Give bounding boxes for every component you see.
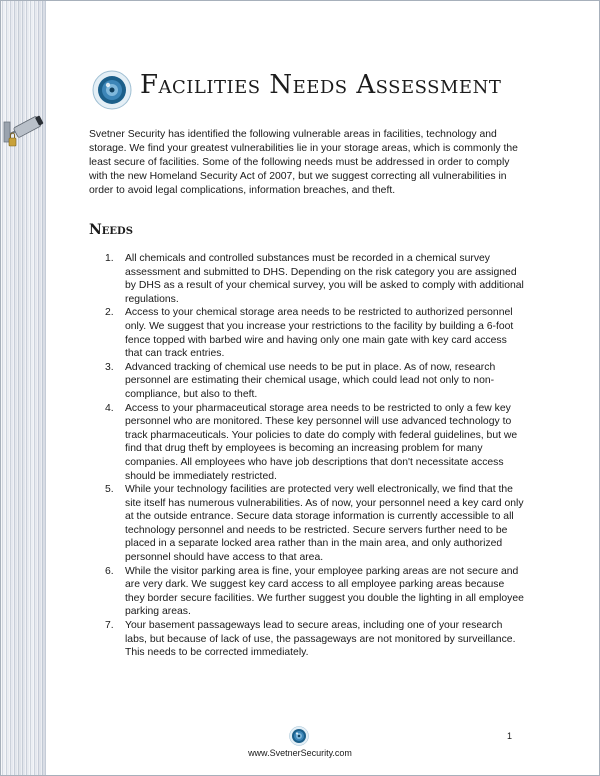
list-item-number: 1.	[105, 253, 114, 264]
footer-eye-lens-icon	[289, 726, 309, 746]
list-item-number: 2.	[105, 307, 114, 319]
list-item-text: While your technology facilities are protected very well electronically, we find that the site itself has numerous vulnerabilities. As of now, your personnel need a key card only at the outside entrance. Secure data storage information is currently accessible to all technology personnel and needs to be restricted. Secure servers further need to be placed in a separate locked area rather than in the main area, and only authorized personnel should have access to that area.	[125, 484, 524, 564]
list-item-number: 5.	[105, 484, 114, 496]
needs-list	[105, 252, 525, 660]
list-item-text: Your basement passageways lead to secure areas, including one of your research labs, but because of lack of use, the passageways are not monitored by surveillance. This needs to be corrected immediately.	[125, 620, 516, 659]
list-item-text: Access to your pharmaceutical storage area needs to be restricted to only a few key personnel who are monitored. These key personnel will use advanced technology to track pharmaceuticals. Your policies to date do comply with federal guidelines, but we find that drug theft by employees is becoming an increasing problem for many companies. All employees who have job descriptions that don't necessitate access should be immediately restricted.	[125, 402, 518, 482]
security-camera-icon	[0, 112, 46, 158]
list-item	[105, 361, 525, 402]
list-item	[105, 483, 525, 565]
list-item-number: 3.	[105, 361, 114, 373]
list-item-text: Advanced tracking of chemical use needs to be put in place. As of now, research personnel are estimating their chemical usage, which could lead not only to non-compliance, but also to theft.	[125, 361, 496, 400]
section-heading-needs: Needs	[89, 222, 133, 238]
list-item-text: All chemicals and controlled substances must be recorded in a chemical survey assessment and submitted to DHS. Depending on the risk category you are assigned by DHS as a result of your chemical survey, you will be asked to comply with additional regulations.	[125, 253, 524, 305]
list-item-number: 6.	[105, 565, 114, 577]
eye-lens-icon	[92, 70, 132, 110]
list-item-number: 4.	[105, 402, 114, 414]
list-item	[105, 402, 525, 484]
list-item	[105, 252, 525, 306]
list-item	[105, 619, 525, 660]
list-item-number: 7.	[105, 620, 114, 632]
list-item-text: While the visitor parking area is fine, your employee parking areas are not secure and are very dark. We suggest key card access to all employee parking areas because they border secure facilities. We further suggest you double the lighting in all employee parking areas.	[125, 565, 524, 618]
intro-paragraph: Svetner Security has identified the following vulnerable areas in facilities, technology and storage. We find your greatest vulnerabilities lie in your storage areas, which is commonly the least secure of facilities. Some of the following needs must be addressed in order to comply with the new Homeland Security Act of 2007, but we suggest correcting all vulnerabilities in order to avoid legal complications, information breaches, and theft.	[89, 129, 518, 196]
page-number: 1	[507, 731, 513, 741]
list-item	[105, 306, 525, 360]
list-item	[105, 565, 525, 619]
list-item-text: Access to your chemical storage area needs to be restricted to authorized personnel only. We suggest that you increase your restrictions to the facility by building a 6-foot fence topped with barbed wire and having only one main gate with key card access that can track entries.	[125, 307, 514, 360]
document-title: Facilities Needs Assessment	[140, 70, 502, 100]
footer-url: www.SvetnerSecurity.com	[248, 748, 352, 758]
